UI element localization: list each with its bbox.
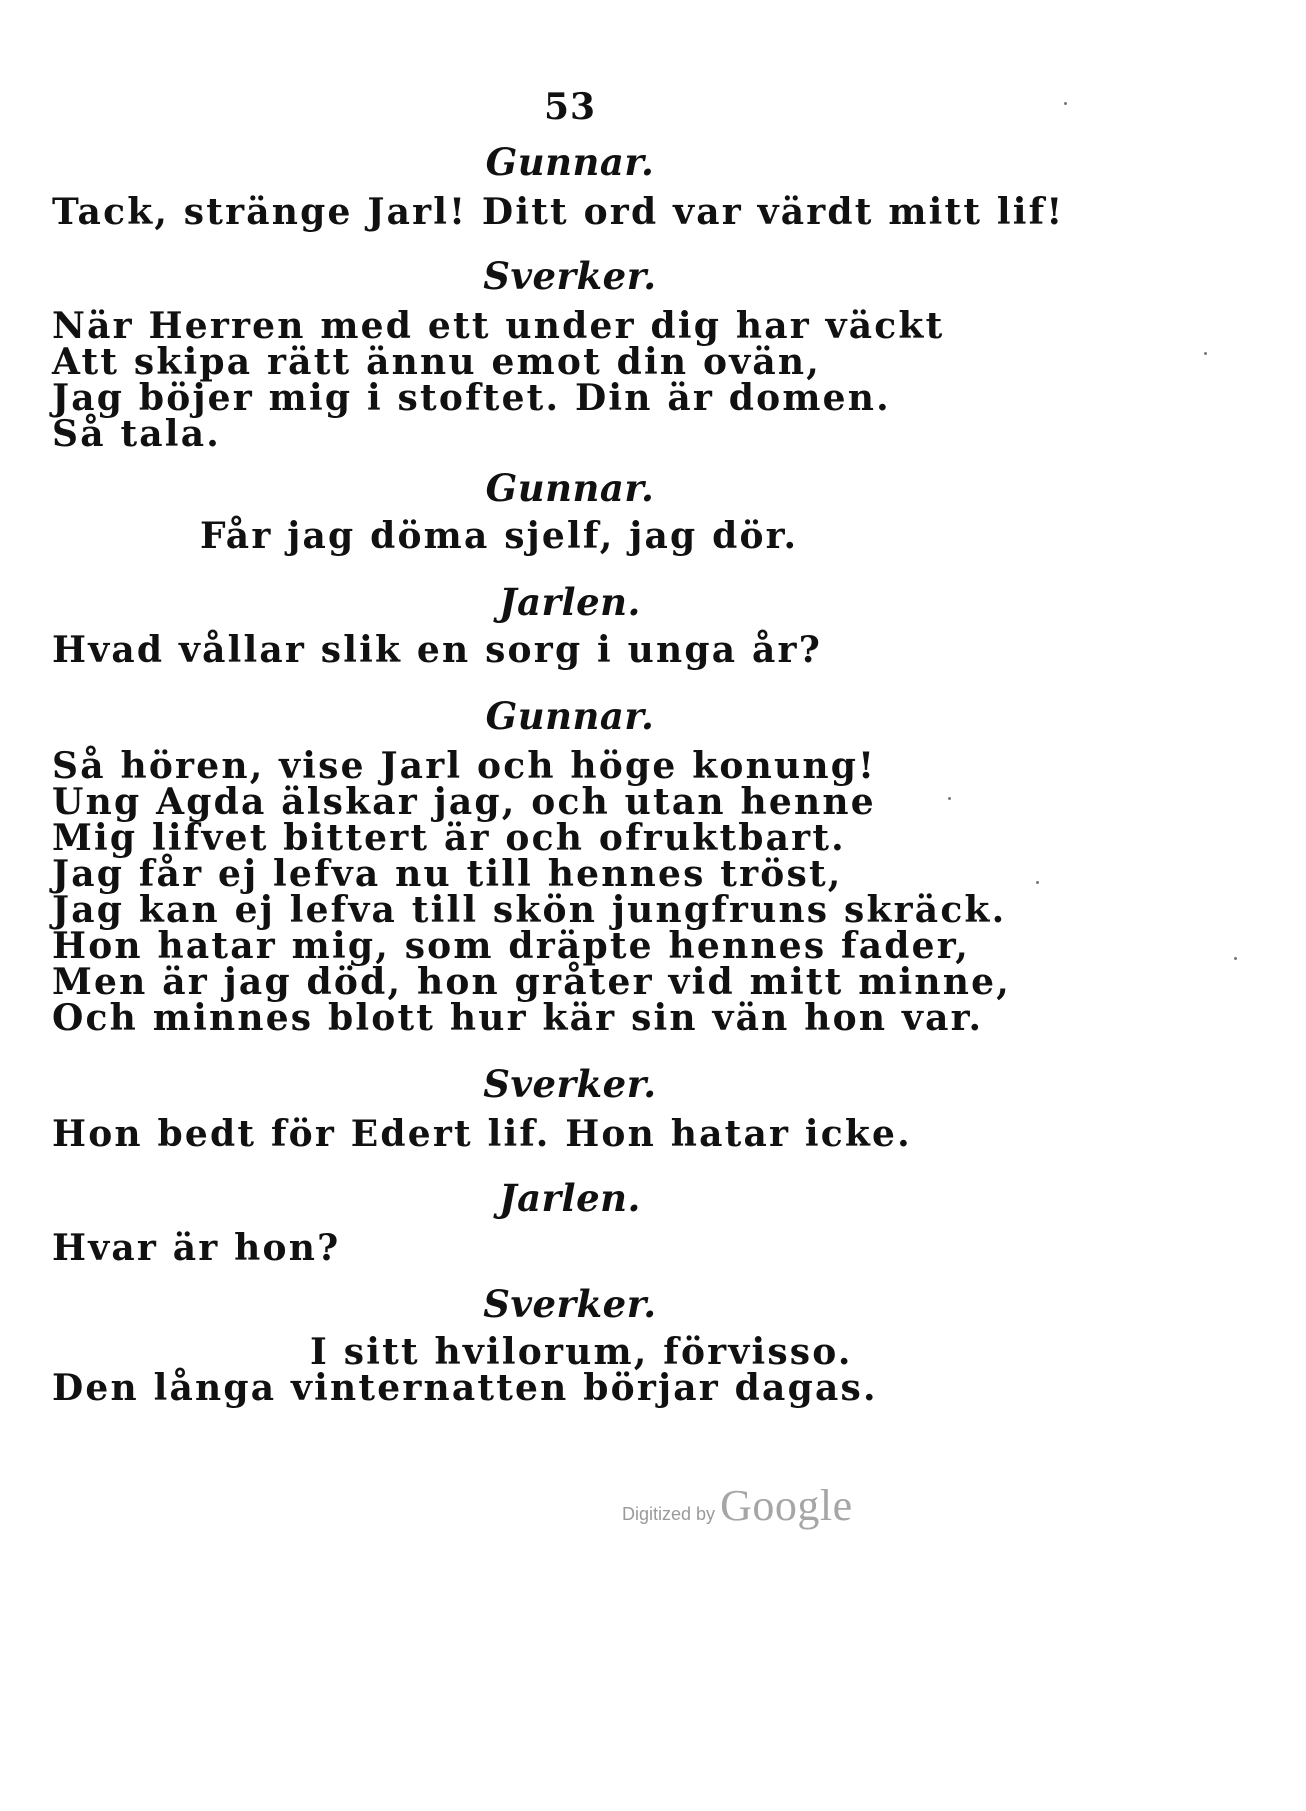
digitized-by-label: Digitized by <box>622 1504 716 1524</box>
verse-line: Jag kan ej lefva till skön jungfruns skräck. <box>52 889 1007 931</box>
verse-line: Så tala. <box>52 413 221 455</box>
verse-line: Hon hatar mig, som dräpte hennes fader, <box>52 925 971 967</box>
scan-speck <box>1064 102 1067 105</box>
verse-block <box>52 629 823 671</box>
speaker-name: Jarlen. <box>499 1176 641 1220</box>
verse-line: Den långa vinternatten börjar dagas. <box>52 1367 878 1409</box>
verse-block <box>52 305 945 455</box>
speaker-name: Gunnar. <box>485 140 655 184</box>
verse-line: Tack, stränge Jarl! Ditt ord var värdt mitt lif! <box>52 191 1065 233</box>
speaker-name: Gunnar. <box>485 466 655 510</box>
speaker-name: Sverker. <box>483 254 657 298</box>
verse-line: Att skipa rätt ännu emot din ovän, <box>52 341 821 383</box>
scan-speck <box>1234 957 1237 960</box>
page-number: 53 <box>543 86 597 128</box>
verse-line: Så hören, vise Jarl och höge konung! <box>52 745 877 787</box>
speaker-name: Jarlen. <box>499 580 641 624</box>
verse-line: Men är jag död, hon gråter vid mitt minne, <box>52 961 1011 1003</box>
verse-line: Får jag döma sjelf, jag dör. <box>200 515 799 557</box>
verse-line: Hvad vållar slik en sorg i unga år? <box>52 629 823 671</box>
verse-line: I sitt hvilorum, förvisso. <box>310 1331 853 1373</box>
verse-block <box>52 515 799 557</box>
scan-speck <box>948 797 951 800</box>
scan-speck <box>1204 352 1207 355</box>
speaker-name: Gunnar. <box>485 694 655 738</box>
verse-block <box>52 1113 912 1155</box>
verse-line: Jag får ej lefva nu till hennes tröst, <box>52 853 843 895</box>
verse-line: Jag böjer mig i stoftet. Din är domen. <box>52 377 891 419</box>
verse-line: Och minnes blott hur kär sin vän hon var. <box>52 997 984 1039</box>
google-logo: Google <box>720 1481 853 1530</box>
digitized-by-google-watermark <box>622 1480 853 1531</box>
verse-line: Mig lifvet bittert är och ofruktbart. <box>52 817 846 859</box>
verse-block <box>52 191 1065 233</box>
scan-speck <box>1036 881 1039 884</box>
verse-line: När Herren med ett under dig har väckt <box>52 305 945 347</box>
verse-line: Hvar är hon? <box>52 1227 341 1269</box>
speaker-name: Sverker. <box>483 1062 657 1106</box>
verse-line: Ung Agda älskar jag, och utan henne <box>52 781 876 823</box>
verse-line: Hon bedt för Edert lif. Hon hatar icke. <box>52 1113 912 1155</box>
speaker-name: Sverker. <box>483 1282 657 1326</box>
verse-block <box>52 1227 341 1269</box>
verse-block <box>52 1331 878 1409</box>
verse-block <box>52 745 1011 1039</box>
